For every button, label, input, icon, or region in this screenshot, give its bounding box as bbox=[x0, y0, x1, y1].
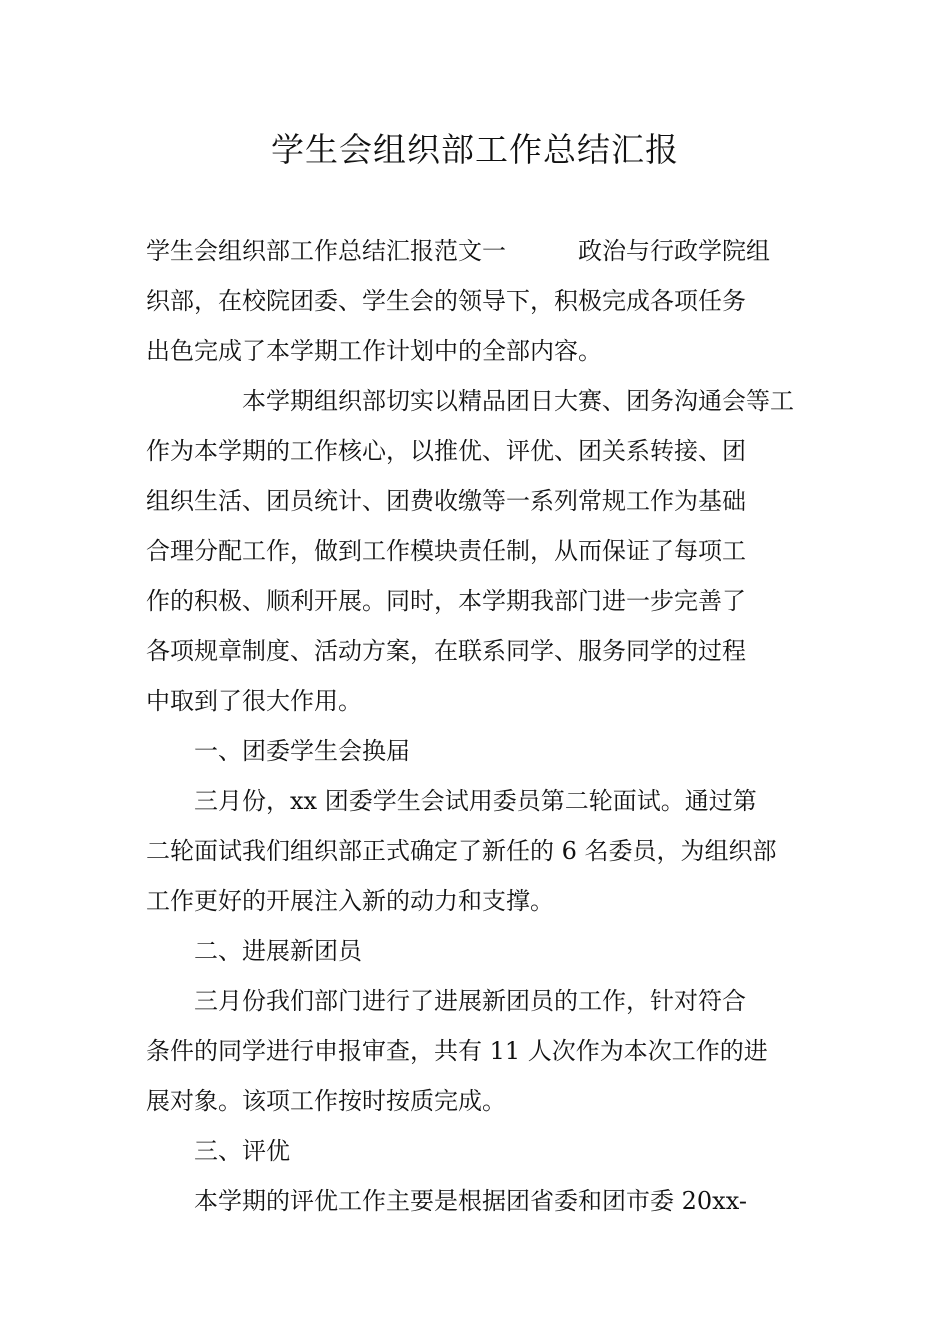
intro-line-1-right: 政治与行政学院组 bbox=[578, 237, 770, 265]
intro-line-3: 出色完成了本学期工作计划中的全部内容。 bbox=[146, 337, 602, 365]
section-2-line: 三月份我们部门进行了进展新团员的工作，针对符合 bbox=[194, 987, 746, 1015]
paragraph-2-line: 中取到了很大作用。 bbox=[146, 687, 362, 715]
document-body bbox=[146, 226, 811, 1226]
section-heading-1: 一、团委学生会换届 bbox=[194, 737, 410, 765]
section-2-line: 展对象。该项工作按时按质完成。 bbox=[146, 1087, 506, 1115]
paragraph-2 bbox=[146, 376, 811, 726]
intro-line-1 bbox=[146, 226, 811, 276]
section-heading-2: 二、进展新团员 bbox=[194, 937, 362, 965]
section-3-text bbox=[146, 1176, 811, 1226]
section-1-line: 工作更好的开展注入新的动力和支撑。 bbox=[146, 887, 554, 915]
paragraph-2-line: 作的积极、顺利开展。同时，本学期我部门进一步完善了 bbox=[146, 587, 746, 615]
section-3-line: 本学期的评优工作主要是根据团省委和团市委 20xx- bbox=[194, 1187, 747, 1215]
section-1-line: 二轮面试我们组织部正式确定了新任的 6 名委员，为组织部 bbox=[146, 837, 777, 865]
section-1-line: 三月份，xx 团委学生会试用委员第二轮面试。通过第 bbox=[194, 787, 757, 815]
paragraph-2-line: 作为本学期的工作核心，以推优、评优、团关系转接、团 bbox=[146, 437, 746, 465]
section-2-line: 条件的同学进行申报审查，共有 11 人次作为本次工作的进 bbox=[146, 1037, 768, 1065]
intro-paragraph bbox=[146, 226, 811, 376]
document-title: 学生会组织部工作总结汇报 bbox=[271, 130, 679, 169]
paragraph-2-line: 各项规章制度、活动方案，在联系同学、服务同学的过程 bbox=[146, 637, 746, 665]
intro-line-1-left: 学生会组织部工作总结汇报范文一 bbox=[146, 237, 506, 265]
intro-line-2: 织部，在校院团委、学生会的领导下，积极完成各项任务 bbox=[146, 287, 746, 315]
section-heading-3: 三、评优 bbox=[194, 1137, 290, 1165]
paragraph-2-line: 组织生活、团员统计、团费收缴等一系列常规工作为基础 bbox=[146, 487, 746, 515]
section-1-text bbox=[146, 776, 811, 926]
paragraph-2-line: 合理分配工作，做到工作模块责任制，从而保证了每项工 bbox=[146, 537, 746, 565]
paragraph-2-line: 本学期组织部切实以精品团日大赛、团务沟通会等工 bbox=[242, 387, 794, 415]
section-2-text bbox=[146, 976, 811, 1126]
